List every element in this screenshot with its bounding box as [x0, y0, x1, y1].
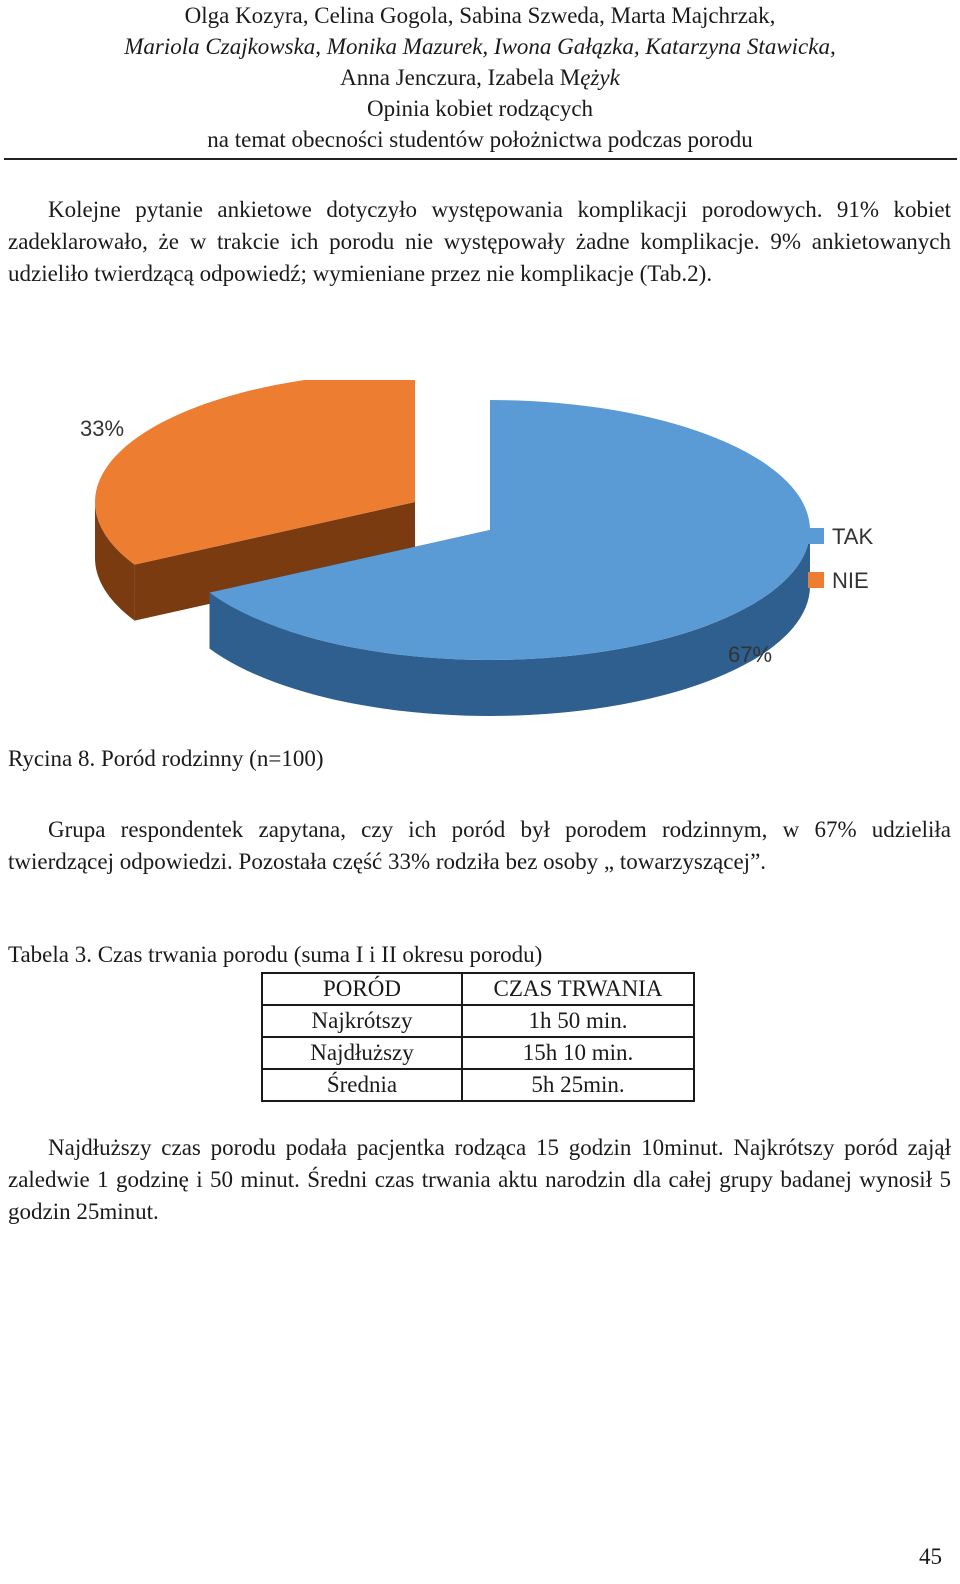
header-divider	[4, 158, 957, 160]
pie-chart-svg	[60, 380, 900, 750]
paragraph-complications: Kolejne pytanie ankietowe dotyczyło występowania komplikacji porodowych. 91% kobiet zadeklarowało, że w trakcie ich porodu nie występowały żadne komplikacje. 9% ankietowanych udzieliło twierdzącą odpowiedź; wymieniane przez nie komplikacje (Tab.2).	[8, 197, 951, 286]
legend-label-tak: TAK	[832, 524, 874, 549]
legend-label-nie: NIE	[832, 568, 869, 593]
table-cell: Średnia	[262, 1069, 462, 1101]
duration-table	[261, 972, 695, 1102]
article-title-line-1: Opinia kobiet rodzących	[366, 96, 594, 121]
table-header-cell: PORÓD	[262, 973, 462, 1005]
authors-line-1: Olga Kozyra, Celina Gogola, Sabina Szweda, Marta Majchrzak,	[184, 3, 776, 28]
paragraph-family-birth: Grupa respondentek zapytana, czy ich poród był porodem rodzinnym, w 67% udzieliła twierdzącej odpowiedzi. Pozostała część 33% rodziła bez osoby „ towarzyszącej”.	[8, 817, 951, 874]
authors-line-2: Mariola Czajkowska, Monika Mazurek, Iwona Gałązka, Katarzyna Stawicka,	[124, 34, 836, 59]
article-title-line-2: na temat obecności studentów położnictwa podczas porodu	[207, 127, 753, 152]
table-row	[262, 1037, 694, 1069]
table-caption: Tabela 3. Czas trwania porodu (suma I i II okresu porodu)	[8, 942, 543, 967]
legend-swatch-tak	[808, 528, 824, 544]
table-cell: 5h 25min.	[462, 1069, 694, 1101]
paragraph-duration: Najdłuższy czas porodu podała pacjentka rodząca 15 godzin 10minut. Najkrótszy poród zajął zaledwie 1 godzinę i 50 minut. Średni czas trwania aktu narodzin dla całej grupy badanej wynosił 5 godzin 25minut.	[8, 1135, 951, 1224]
table-header-row	[262, 973, 694, 1005]
table-row	[262, 1069, 694, 1101]
authors-line-3-italic: ężyk	[580, 65, 620, 90]
figure-caption: Rycina 8. Poród rodzinny (n=100)	[8, 746, 324, 771]
data-label-tak: 67%	[728, 642, 773, 667]
table-cell: Najdłuższy	[262, 1037, 462, 1069]
pie-chart	[60, 380, 900, 750]
data-label-nie: 33%	[80, 416, 125, 441]
page-number: 45	[919, 1544, 942, 1569]
table-cell: 1h 50 min.	[462, 1005, 694, 1037]
table-header-cell: CZAS TRWANIA	[462, 973, 694, 1005]
table-cell: 15h 10 min.	[462, 1037, 694, 1069]
authors-line-3-plain: Anna Jenczura, Izabela M	[340, 65, 581, 90]
table-row	[262, 1005, 694, 1037]
page-header	[0, 0, 960, 155]
table-cell: Najkrótszy	[262, 1005, 462, 1037]
legend-swatch-nie	[808, 572, 824, 588]
authors-line-3	[0, 62, 960, 93]
